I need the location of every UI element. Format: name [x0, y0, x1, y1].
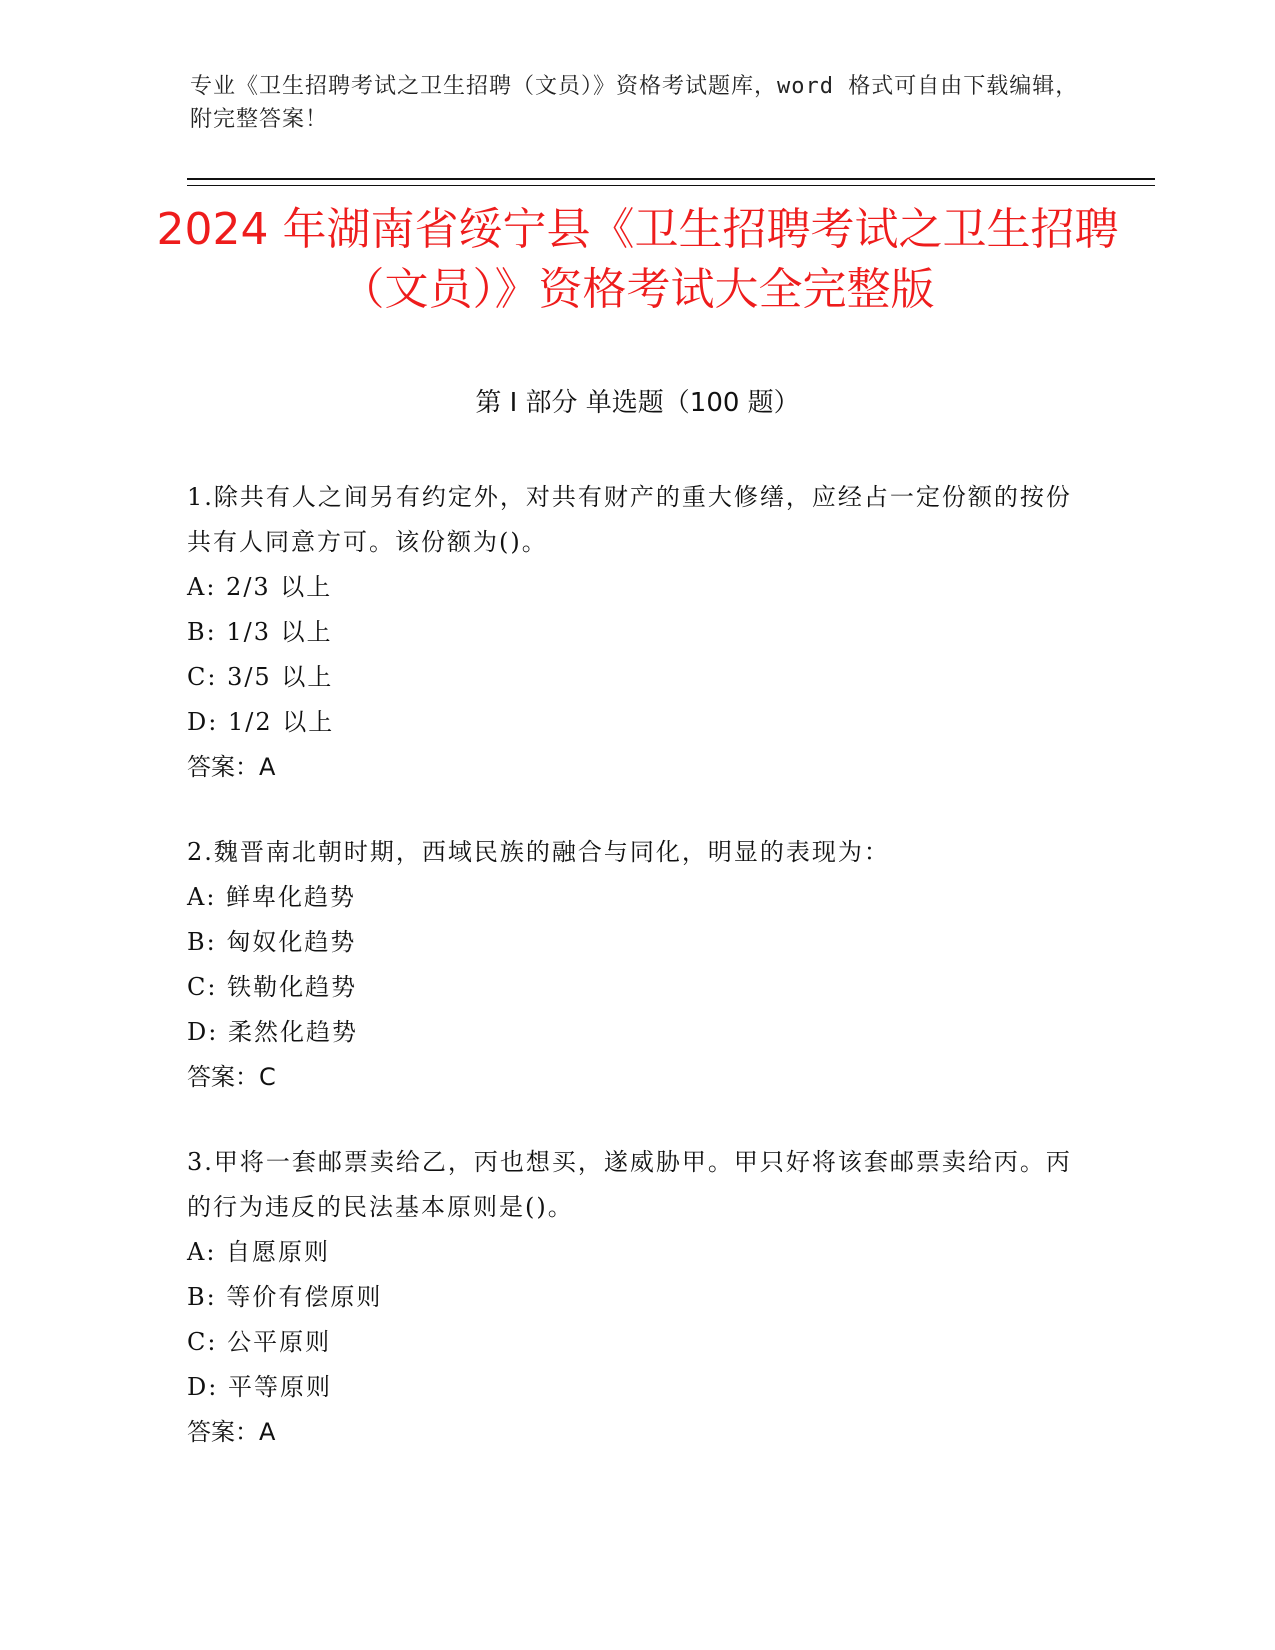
header-rule-thin: [187, 185, 1155, 186]
option-d: D: 柔然化趋势: [187, 1018, 358, 1046]
option-a: A: 自愿原则: [187, 1238, 331, 1266]
question-list: [187, 475, 1087, 1495]
answer: 答案：A: [187, 1418, 276, 1446]
header-note: 专业《卫生招聘考试之卫生招聘（文员）》资格考试题库，word 格式可自由下载编辑，附完整答案！: [190, 74, 1079, 132]
option-d: D: 平等原则: [187, 1373, 332, 1401]
option-b: B: 1/3 以上: [187, 618, 333, 646]
option-b: B: 匈奴化趋势: [187, 928, 357, 956]
option-c: C: 3/5 以上: [187, 663, 334, 691]
question-stem: 3.甲将一套邮票卖给乙，丙也想买，遂威胁甲。甲只好将该套邮票卖给丙。丙的行为违反的民法基本原则是()。: [187, 1148, 1072, 1221]
header-rule-thick: [187, 178, 1155, 180]
option-a: A: 2/3 以上: [187, 573, 333, 601]
question-1: [187, 475, 1087, 790]
answer: 答案：C: [187, 1063, 276, 1091]
document-title: 2024 年湖南省绥宁县《卫生招聘考试之卫生招聘（文员）》资格考试大全完整版: [156, 204, 1119, 315]
answer: 答案：A: [187, 753, 276, 781]
question-stem: 1.除共有人之间另有约定外，对共有财产的重大修缮，应经占一定份额的按份共有人同意方可。该份额为()。: [187, 483, 1072, 556]
option-d: D: 1/2 以上: [187, 708, 335, 736]
question-stem: 2.魏晋南北朝时期，西域民族的融合与同化，明显的表现为：: [187, 838, 890, 866]
option-c: C: 公平原则: [187, 1328, 332, 1356]
option-a: A: 鲜卑化趋势: [187, 883, 357, 911]
option-b: B: 等价有偿原则: [187, 1283, 383, 1311]
option-c: C: 铁勒化趋势: [187, 973, 358, 1001]
question-2: [187, 830, 1087, 1100]
section-title: 第 I 部分 单选题（100 题）: [475, 388, 800, 418]
question-3: [187, 1140, 1087, 1455]
